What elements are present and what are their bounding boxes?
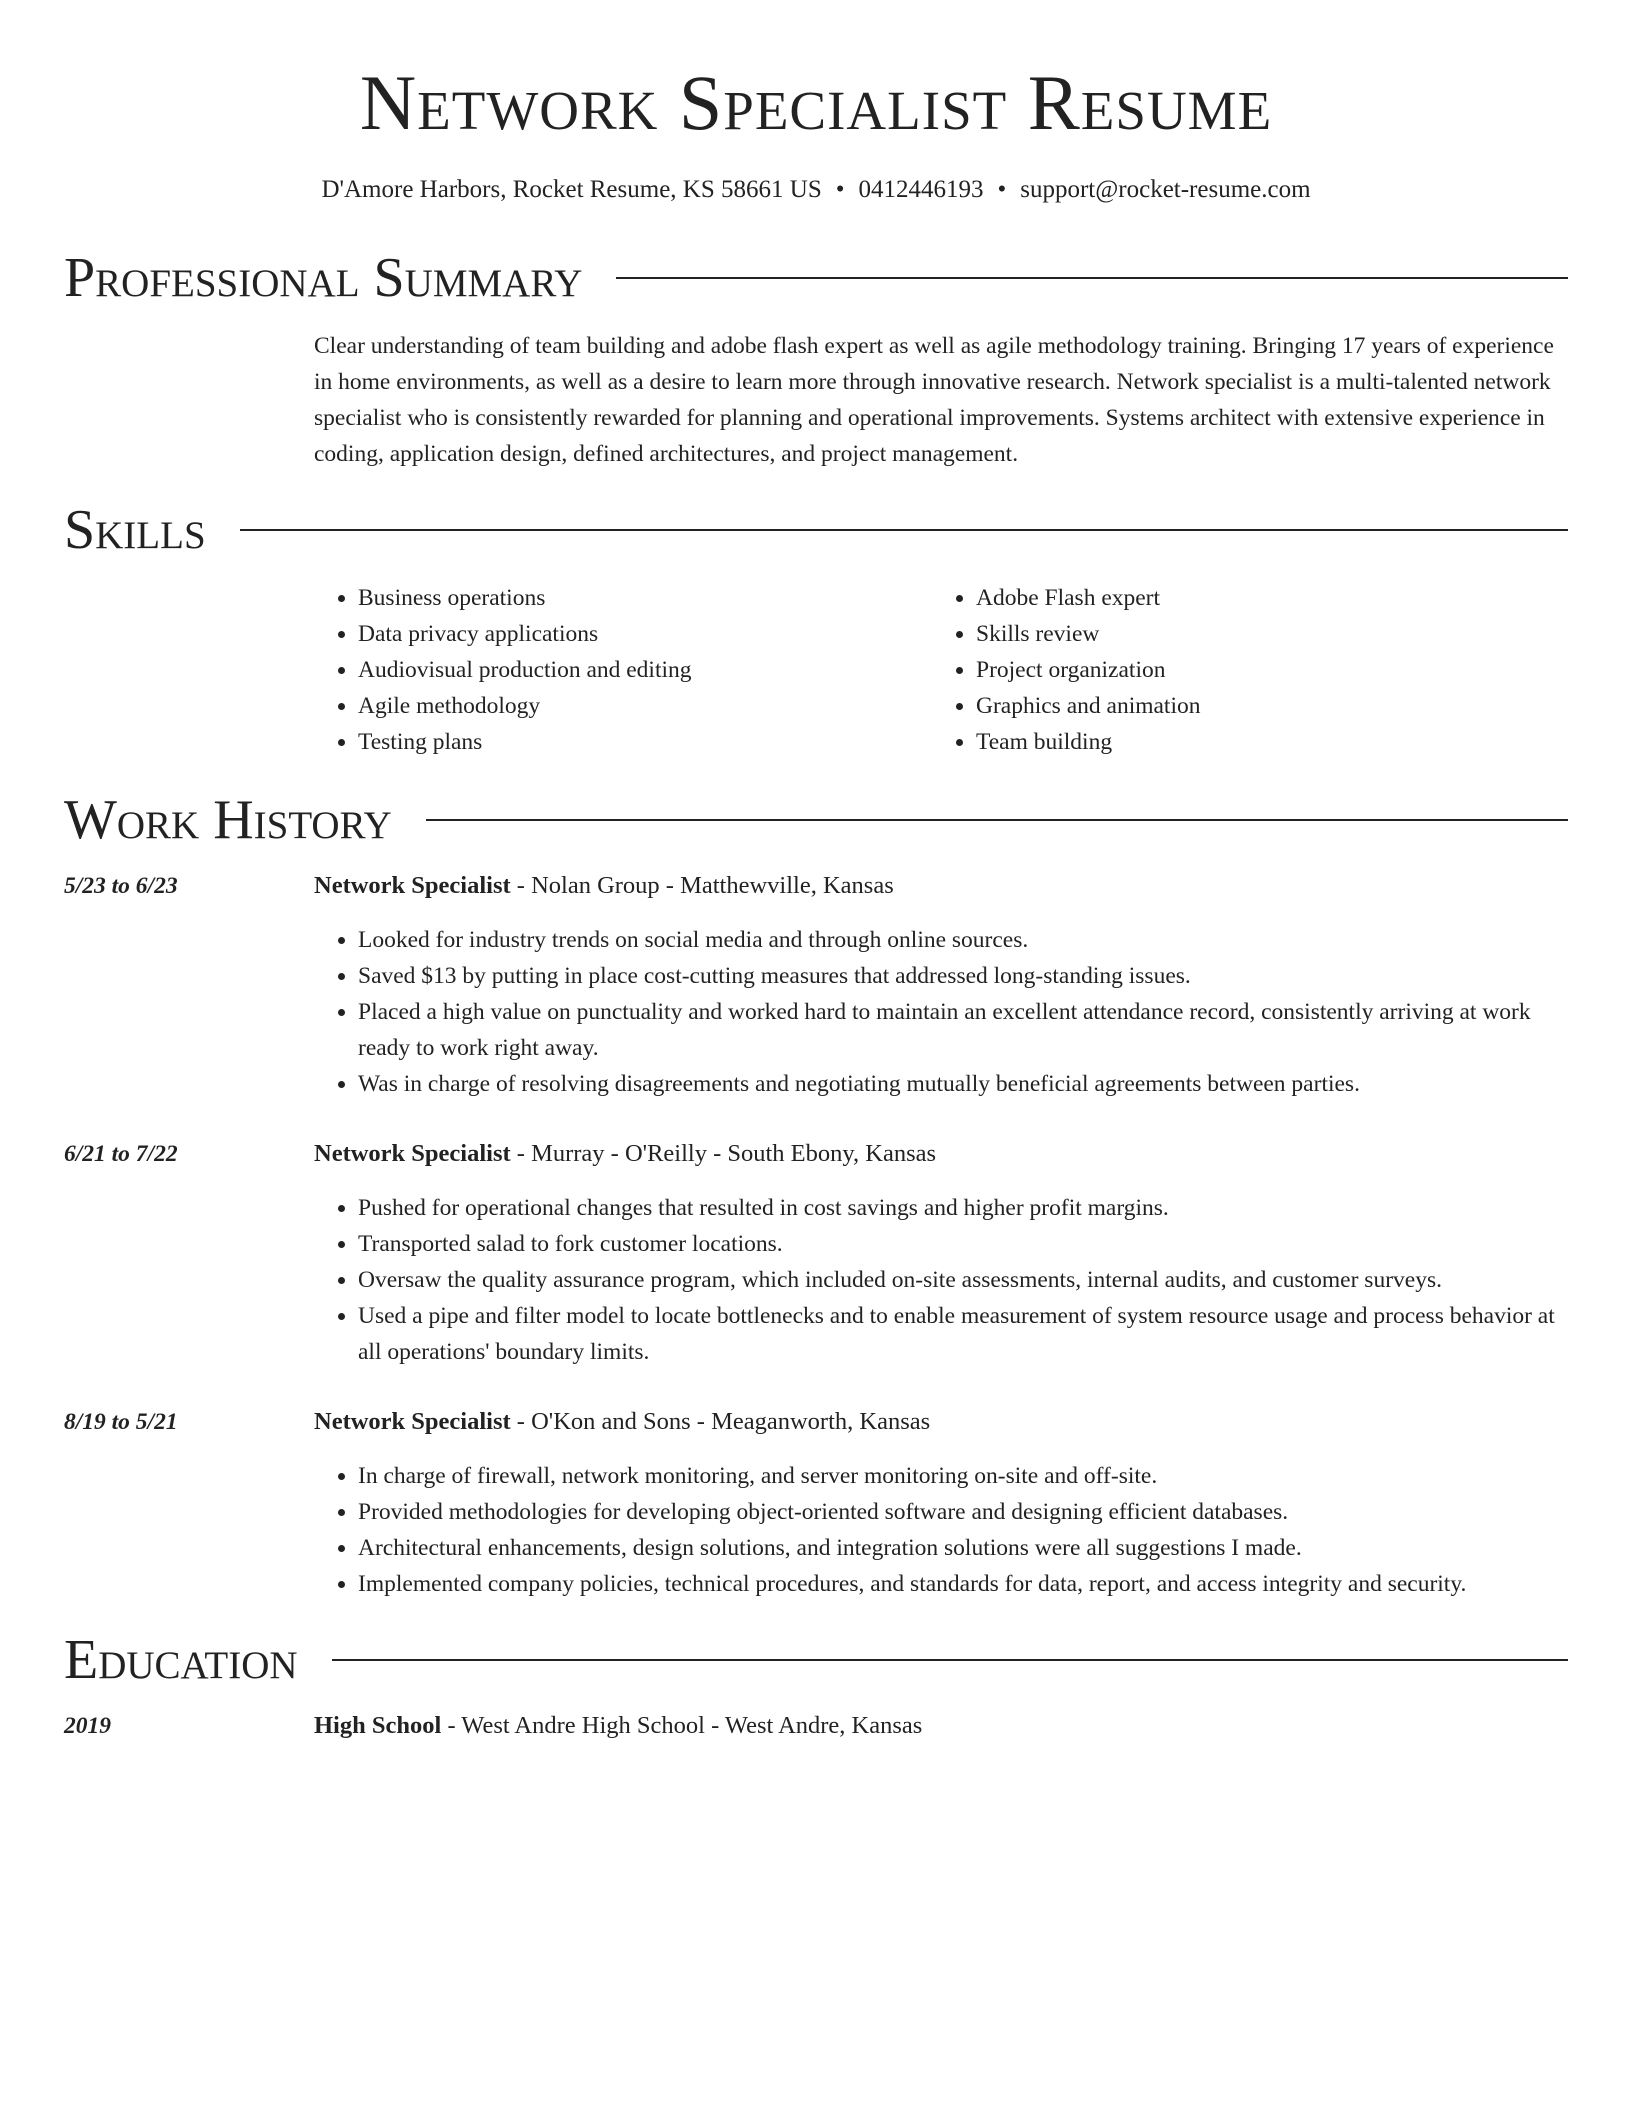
job-title: Network Specialist bbox=[314, 1408, 511, 1435]
resume-title: Network Specialist Resume bbox=[359, 59, 1273, 146]
job-bullets bbox=[314, 1458, 1568, 1602]
section-divider bbox=[426, 819, 1568, 821]
job-body bbox=[314, 1136, 1568, 1370]
job-bullet: • Transported salad to fork customer locations. bbox=[358, 1226, 1568, 1262]
education-entry bbox=[64, 1708, 1568, 1744]
education-details: - West Andre High School - West Andre, Kansas bbox=[441, 1712, 923, 1739]
job-body bbox=[314, 868, 1568, 1102]
job-bullet: • In charge of firewall, network monitoring, and server monitoring on-site and off-site. bbox=[358, 1458, 1568, 1494]
job-bullets bbox=[314, 1190, 1568, 1370]
job-details: - O'Kon and Sons - Meaganworth, Kansas bbox=[510, 1408, 931, 1435]
contact-address: D'Amore Harbors, Rocket Resume, KS 58661 US bbox=[321, 176, 822, 203]
job-entry bbox=[64, 1404, 1568, 1602]
job-entry bbox=[64, 1136, 1568, 1370]
education-year: 2019 bbox=[64, 1713, 111, 1739]
skill-item: • Adobe Flash expert bbox=[976, 580, 1201, 616]
job-title: Network Specialist bbox=[314, 1140, 511, 1167]
education-degree: High School bbox=[314, 1712, 442, 1739]
job-headline bbox=[314, 1136, 1568, 1172]
section-divider bbox=[616, 277, 1568, 279]
job-bullet: • Used a pipe and filter model to locate bottlenecks and to enable measurement of system resource usage and process behavior at all operations' boundary limits. bbox=[358, 1298, 1568, 1370]
skills-column-2 bbox=[932, 580, 1201, 760]
job-bullet: • Pushed for operational changes that resulted in cost savings and higher profit margins. bbox=[358, 1190, 1568, 1226]
job-bullet: • Provided methodologies for developing object-oriented software and designing efficient databases. bbox=[358, 1494, 1568, 1530]
job-headline bbox=[314, 868, 1568, 904]
summary-heading: Professional Summary bbox=[64, 247, 583, 309]
skills-column-1 bbox=[314, 580, 932, 760]
education-heading: Education bbox=[64, 1629, 298, 1691]
job-headline bbox=[314, 1404, 1568, 1440]
skill-item: • Skills review bbox=[976, 616, 1201, 652]
education-section-header bbox=[64, 1629, 1568, 1691]
summary-text: Clear understanding of team building and adobe flash expert as well as agile methodology training. Bringing 17 years of experience in home environments, as well as a desire to learn more through innovative research. Network specialist is a multi-talented network specialist who is consistently rewarded for planning and operational improvements. Systems architect with extensive experience in coding, application design, defined architectures, and project management. bbox=[314, 333, 1554, 467]
job-body bbox=[314, 1404, 1568, 1602]
skill-item: • Audiovisual production and editing bbox=[358, 652, 932, 688]
job-dates: 6/21 to 7/22 bbox=[64, 1141, 178, 1167]
skills-grid bbox=[314, 580, 1568, 760]
contact-email[interactable]: support@rocket-resume.com bbox=[1020, 176, 1311, 203]
skill-item: • Data privacy applications bbox=[358, 616, 932, 652]
section-divider bbox=[332, 1659, 1568, 1661]
job-bullets bbox=[314, 922, 1568, 1102]
job-bullet: • Was in charge of resolving disagreements and negotiating mutually beneficial agreements between parties. bbox=[358, 1066, 1568, 1102]
summary-section-header bbox=[64, 247, 1568, 309]
skill-item: • Team building bbox=[976, 724, 1201, 760]
job-bullet: • Saved $13 by putting in place cost-cutting measures that addressed long-standing issues. bbox=[358, 958, 1568, 994]
contact-line bbox=[0, 176, 1632, 204]
skill-item: • Graphics and animation bbox=[976, 688, 1201, 724]
skill-item: • Testing plans bbox=[358, 724, 932, 760]
contact-phone: 0412446193 bbox=[858, 176, 984, 203]
skills-section-header bbox=[64, 499, 1568, 561]
contact-separator: • bbox=[835, 176, 845, 203]
job-bullet: • Looked for industry trends on social media and through online sources. bbox=[358, 922, 1568, 958]
contact-separator: • bbox=[997, 176, 1007, 203]
job-details: - Murray - O'Reilly - South Ebony, Kansas bbox=[510, 1140, 937, 1167]
skill-item: • Project organization bbox=[976, 652, 1201, 688]
job-bullet: • Architectural enhancements, design solutions, and integration solutions were all suggestions I made. bbox=[358, 1530, 1568, 1566]
job-title: Network Specialist bbox=[314, 872, 511, 899]
skills-heading: Skills bbox=[64, 499, 206, 561]
job-entry bbox=[64, 868, 1568, 1102]
job-bullet: • Oversaw the quality assurance program, which included on-site assessments, internal audits, and customer surveys. bbox=[358, 1262, 1568, 1298]
work-heading: Work History bbox=[64, 789, 392, 851]
education-headline bbox=[314, 1708, 1568, 1744]
job-details: - Nolan Group - Matthewville, Kansas bbox=[510, 872, 894, 899]
education-body bbox=[314, 1708, 1568, 1744]
job-dates: 5/23 to 6/23 bbox=[64, 873, 178, 899]
work-section-header bbox=[64, 789, 1568, 851]
section-divider bbox=[240, 529, 1568, 531]
job-bullet: • Implemented company policies, technical procedures, and standards for data, report, and access integrity and security. bbox=[358, 1566, 1568, 1602]
skill-item: • Agile methodology bbox=[358, 688, 932, 724]
job-bullet: • Placed a high value on punctuality and worked hard to maintain an excellent attendance record, consistently arriving at work ready to work right away. bbox=[358, 994, 1568, 1066]
skill-item: • Business operations bbox=[358, 580, 932, 616]
job-dates: 8/19 to 5/21 bbox=[64, 1409, 178, 1435]
